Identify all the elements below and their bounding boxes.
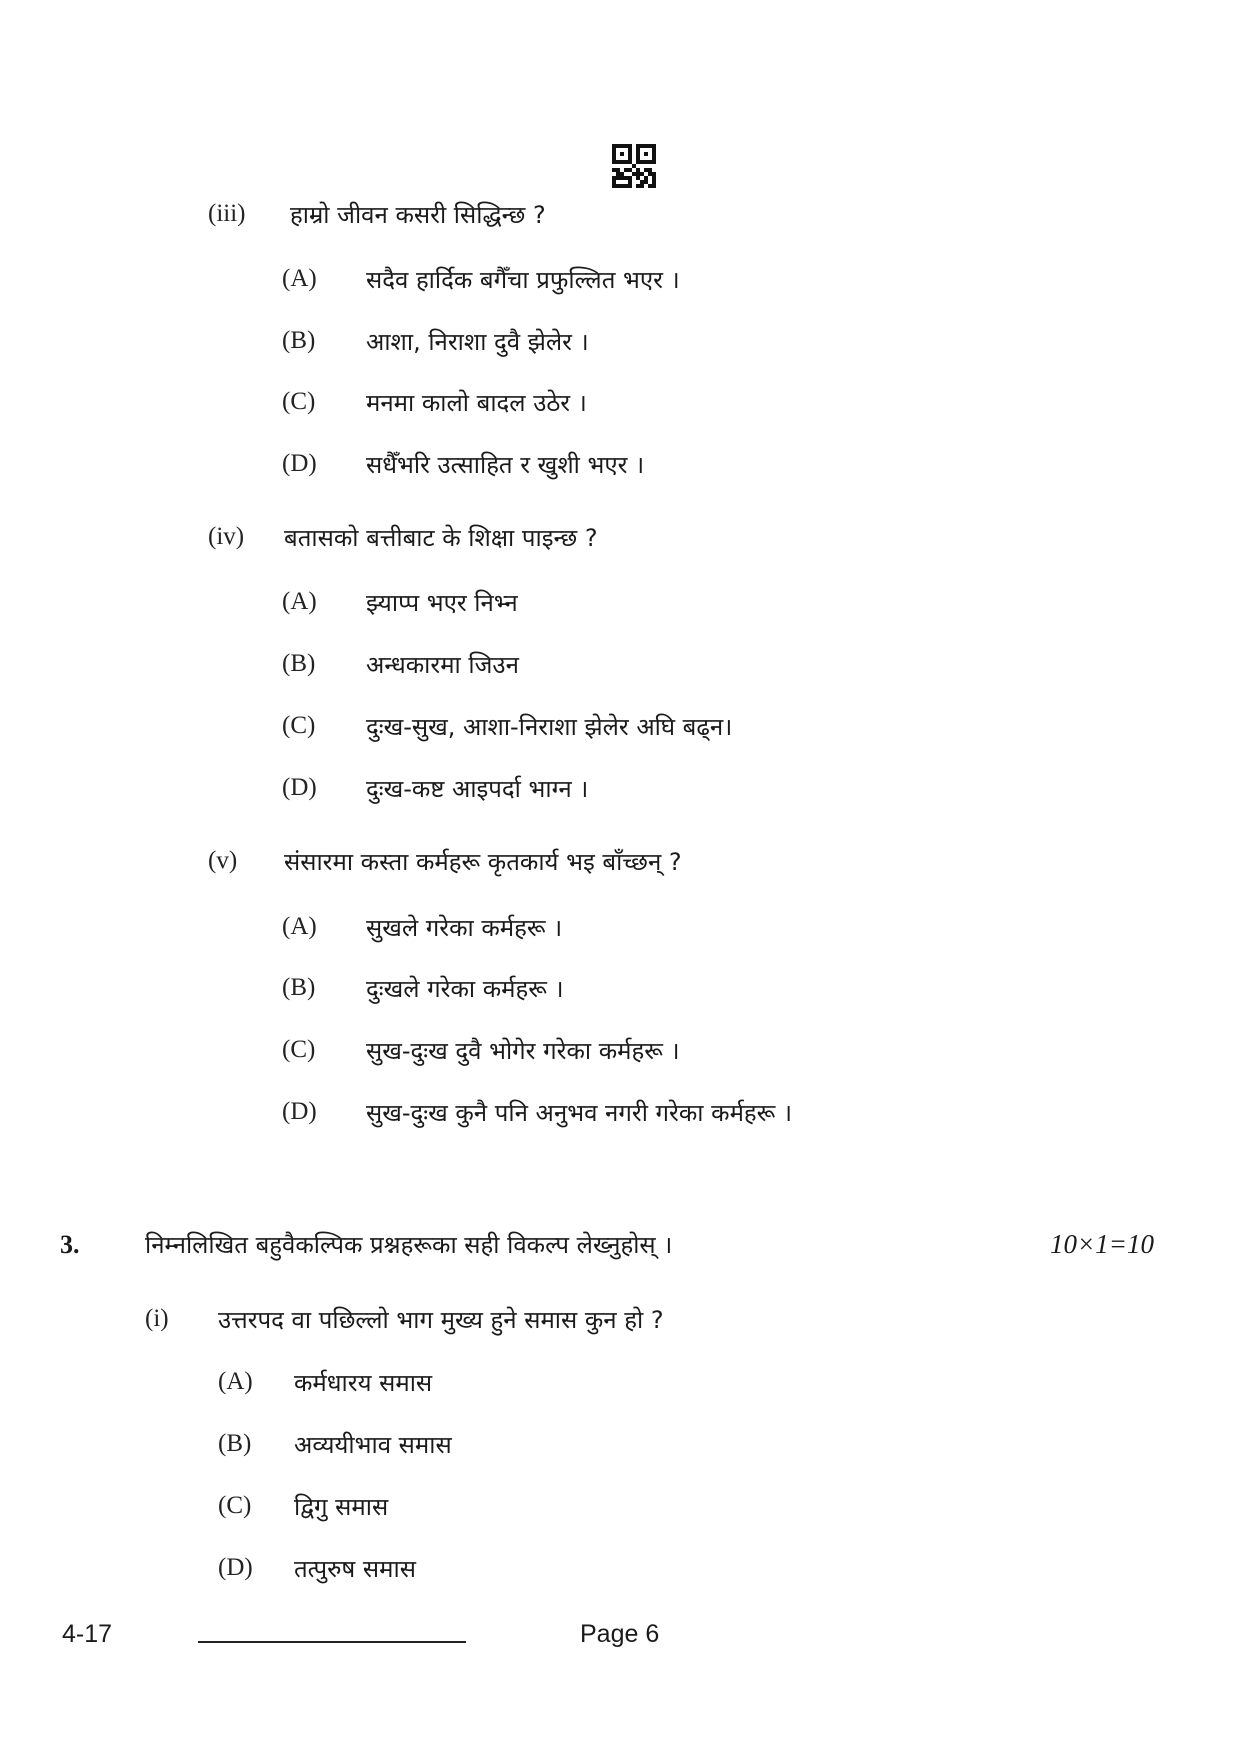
option-label: (B) [282, 650, 316, 677]
option-text: दुःख-सुख, आशा-निराशा झेलेर अघि बढ्न। [366, 713, 733, 741]
option-text: सुख-दुःख कुनै पनि अनुभव नगरी गरेका कर्महरू । [366, 1099, 793, 1127]
option-text: दुःख-कष्ट आइपर्दा भाग्न । [366, 775, 589, 803]
section-instruction: निम्नलिखित बहुवैकल्पिक प्रश्नहरूका सही विकल्प लेख्नुहोस् । [145, 1231, 673, 1259]
option-label: (D) [282, 450, 317, 477]
question-label: (iv) [208, 523, 245, 550]
section-marks: 10×1=10 [1050, 1229, 1154, 1259]
option-text: अन्धकारमा जिउन [366, 651, 519, 679]
option-label: (A) [282, 588, 317, 615]
footer-rule [198, 1641, 466, 1643]
option-label: (D) [218, 1554, 253, 1581]
option-label: (C) [282, 712, 316, 739]
option-text: झ्याप्प भएर निभ्न [366, 589, 518, 617]
option-text: सदैव हार्दिक बगैँचा प्रफुल्लित भएर । [366, 266, 680, 294]
option-label: (B) [282, 974, 316, 1001]
option-label: (B) [218, 1430, 252, 1457]
option-label: (A) [282, 913, 317, 940]
question-text: हाम्रो जीवन कसरी सिद्धिन्छ ? [290, 201, 546, 229]
question-label: (v) [208, 847, 238, 874]
section-number: 3. [60, 1230, 80, 1259]
question-text: संसारमा कस्ता कर्महरू कृतकार्य भइ बाँच्छन् ? [284, 848, 682, 876]
option-text: तत्पुरुष समास [294, 1555, 416, 1583]
option-label: (D) [282, 774, 317, 801]
paper-code: 4-17 [62, 1620, 113, 1648]
option-label: (C) [282, 1036, 316, 1063]
option-label: (C) [282, 388, 316, 415]
option-text: सुख-दुःख दुवै भोगेर गरेका कर्महरू । [366, 1037, 680, 1065]
question-label: (iii) [208, 200, 246, 227]
option-text: सधैँभरि उत्साहित र खुशी भएर । [366, 451, 645, 479]
option-label: (B) [282, 327, 316, 354]
question-text: बतासको बत्तीबाट के शिक्षा पाइन्छ ? [284, 524, 598, 552]
option-text: सुखले गरेका कर्महरू । [366, 914, 563, 942]
option-text: द्विगु समास [294, 1493, 389, 1521]
option-label: (A) [218, 1368, 253, 1395]
option-label: (D) [282, 1098, 317, 1125]
option-text: कर्मधारय समास [294, 1369, 433, 1397]
question-label: (i) [145, 1305, 169, 1332]
option-text: दुःखले गरेका कर्महरू । [366, 975, 564, 1003]
qr-code [612, 144, 656, 188]
option-text: मनमा कालो बादल उठेर । [366, 389, 587, 417]
page-number: Page 6 [580, 1620, 660, 1648]
option-text: आशा, निराशा दुवै झेलेर । [366, 328, 589, 356]
option-label: (C) [218, 1492, 252, 1519]
option-text: अव्ययीभाव समास [294, 1431, 452, 1459]
option-label: (A) [282, 265, 317, 292]
question-text: उत्तरपद वा पछिल्लो भाग मुख्य हुने समास कुन हो ? [218, 1306, 664, 1334]
